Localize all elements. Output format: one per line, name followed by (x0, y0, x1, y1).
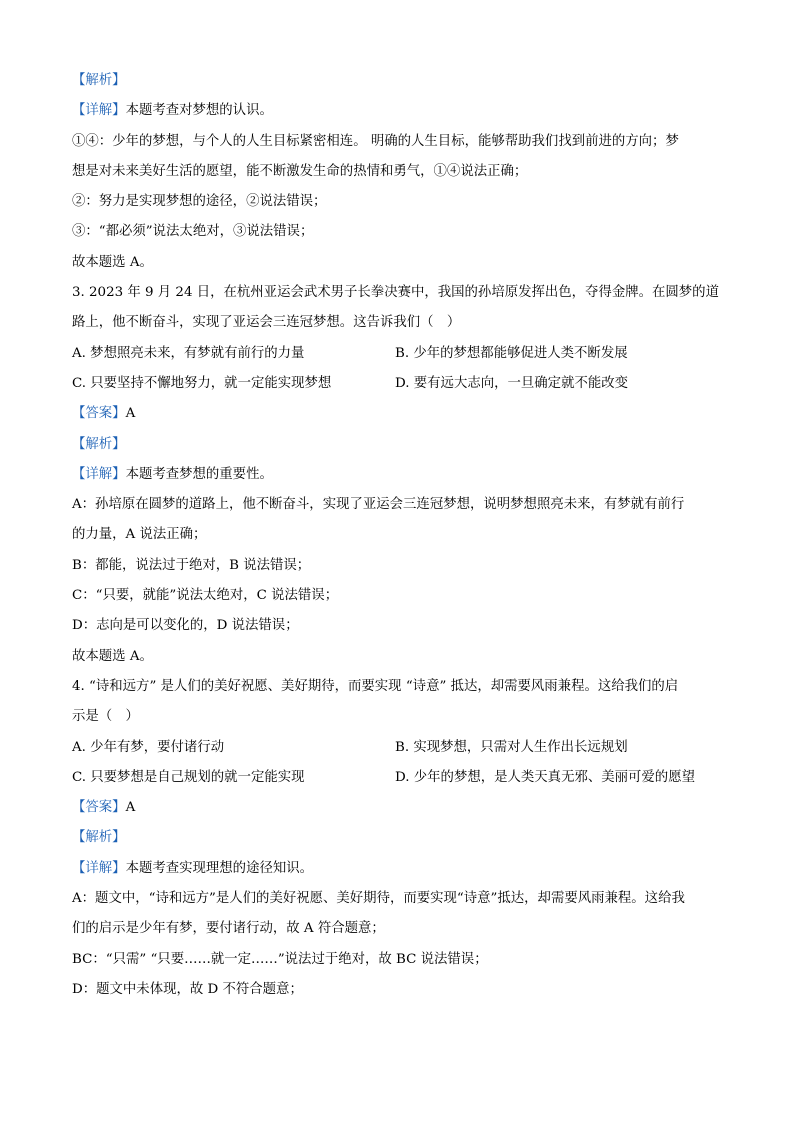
detail-text: 本题考查对梦想的认识。 (125, 103, 273, 119)
analysis-heading (72, 430, 732, 460)
text-line (72, 187, 732, 217)
text-line (72, 914, 732, 944)
text-line (72, 945, 732, 975)
text-line (72, 642, 732, 672)
line-text: BC：“只需” “只要……就一定……”说法过于绝对，故 BC 说法错误； (72, 951, 488, 967)
line-text: 故本题选 A。 (72, 254, 153, 270)
detail-line (72, 854, 732, 884)
option-row (72, 733, 732, 763)
line-text: ③：“都必须”说法太绝对，③说法错误； (72, 224, 314, 240)
line-text: 4. “诗和远方” 是人们的美好祝愿、美好期待，而要实现 “诗意” 抵达，却需要风雨兼程。这给我们的启 (72, 678, 679, 694)
text-line (72, 702, 732, 732)
analysis-heading (72, 66, 732, 96)
option-left: A. 少年有梦，要付诸行动 (72, 739, 225, 755)
text-line (72, 157, 732, 187)
line-text: 的力量，A 说法正确； (72, 527, 207, 543)
line-text: A：孙培原在圆梦的道路上，他不断奋斗，实现了亚运会三连冠梦想，说明梦想照亮未来，有梦就有前行 (72, 497, 685, 513)
answer-value: A (125, 406, 136, 422)
section-tag: 【解析】 (72, 830, 126, 846)
section-tag: 【解析】 (72, 73, 126, 88)
section-tag: 【详解】 (72, 466, 126, 482)
section-tag: 【详解】 (72, 103, 126, 119)
option-left: C. 只要坚持不懈地努力，就一定能实现梦想 (72, 375, 332, 391)
line-text: 路上，他不断奋斗，实现了亚运会三连冠梦想。这告诉我们（ ） (72, 315, 461, 331)
line-text: 们的启示是少年有梦，要付诸行动，故 A 符合题意； (72, 921, 385, 937)
document-body (72, 66, 732, 1005)
text-line (72, 248, 732, 278)
line-text: 3. 2023 年 9 月 24 日，在杭州亚运会武术男子长拳决赛中，我国的孙培原发挥出色，夺得金牌。在圆梦的道 (72, 285, 719, 301)
line-text: 想是对未来美好生活的愿望，能不断激发生命的热情和勇气，①④说法正确； (72, 163, 528, 179)
line-text: A：题文中，“诗和远方”是人们的美好祝愿、美好期待，而要实现“诗意”抵达，却需要风雨兼程。这给我 (72, 891, 685, 907)
section-tag: 【详解】 (72, 860, 126, 876)
line-text: D：题文中未体现，故 D 不符合题意； (72, 981, 303, 997)
answer-line (72, 399, 732, 429)
analysis-heading (72, 823, 732, 853)
text-line (72, 975, 732, 1005)
line-text: 故本题选 A。 (72, 648, 153, 664)
line-text: C：“只要，就能”说法太绝对，C 说法错误； (72, 588, 339, 604)
detail-text: 本题考查梦想的重要性。 (125, 466, 273, 482)
detail-text: 本题考查实现理想的途径知识。 (125, 860, 314, 876)
option-left: A. 梦想照亮未来，有梦就有前行的力量 (72, 345, 305, 361)
option-right: D. 少年的梦想，是人类天真无邪、美丽可爱的愿望 (395, 769, 695, 785)
line-text: ①④：少年的梦想，与个人的人生目标紧密相连。 明确的人生目标，能够帮助我们找到前进的方向；梦 (72, 133, 679, 149)
section-tag: 【答案】 (72, 406, 126, 422)
detail-line (72, 96, 732, 126)
section-tag: 【解析】 (72, 436, 126, 452)
line-text: 示是（ ） (72, 709, 139, 725)
text-line (72, 581, 732, 611)
option-right: B. 实现梦想，只需对人生作出长远规划 (395, 739, 628, 755)
text-line (72, 551, 732, 581)
option-right: D. 要有远大志向，一旦确定就不能改变 (395, 375, 629, 391)
option-row (72, 763, 732, 793)
line-text: D：志向是可以变化的，D 说法错误； (72, 618, 299, 634)
detail-line (72, 460, 732, 490)
section-tag: 【答案】 (72, 800, 126, 816)
option-left: C. 只要梦想是自己规划的就一定能实现 (72, 769, 305, 785)
text-line (72, 490, 732, 520)
text-line (72, 308, 732, 338)
text-line (72, 127, 732, 157)
answer-line (72, 793, 732, 823)
option-row (72, 369, 732, 399)
text-line (72, 672, 732, 702)
answer-value: A (125, 800, 136, 816)
option-right: B. 少年的梦想都能够促进人类不断发展 (395, 345, 628, 361)
text-line (72, 611, 732, 641)
text-line (72, 520, 732, 550)
line-text: B：都能，说法过于绝对，B 说法错误； (72, 557, 311, 573)
option-row (72, 339, 732, 369)
text-line (72, 217, 732, 247)
text-line (72, 884, 732, 914)
text-line (72, 278, 732, 308)
line-text: ②：努力是实现梦想的途径，②说法错误； (72, 194, 327, 210)
